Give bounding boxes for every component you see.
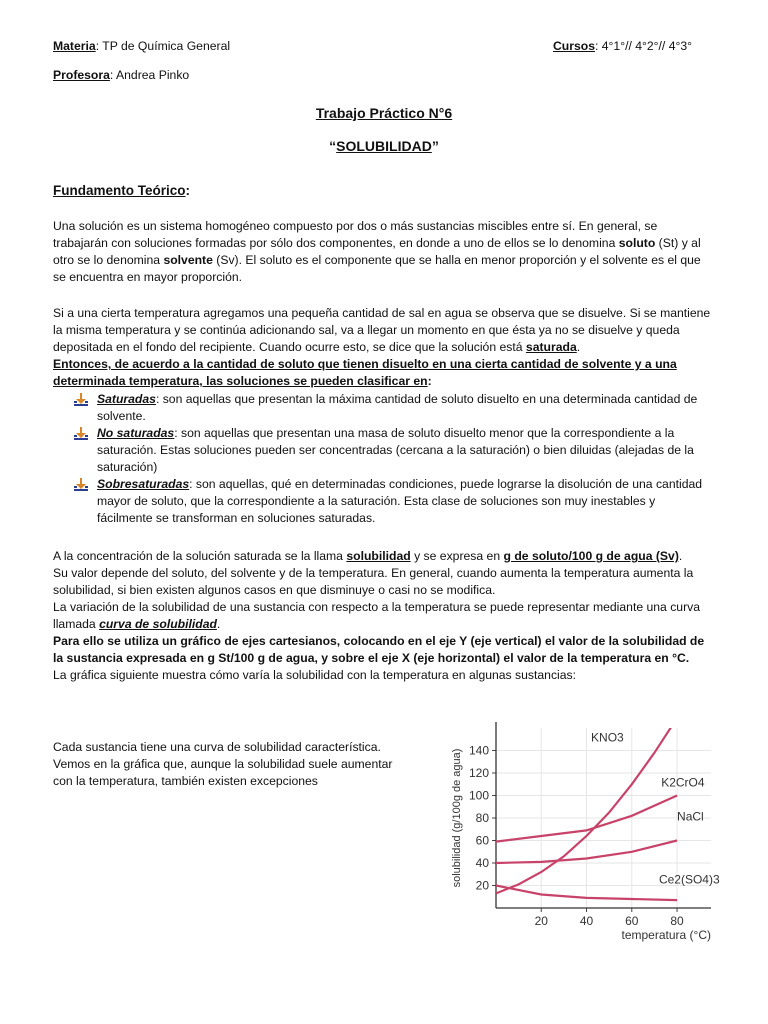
term-soluto: soluto	[618, 236, 656, 250]
paragraph-definition: Una solución es un sistema homogéneo compuesto por dos o más sustancias miscibles entre sí. En general, se trabajarán con soluciones formadas por sólo dos componentes, en donde a uno de ellos se lo denomina soluto (St) y al otro se lo denomina solvente (Sv). El soluto es el componente que se halla en menor proporción y el solvente es el que se encuentra en mayor proporción.	[53, 219, 701, 284]
list-item: Sobresaturadas: son aquellas, qué en determinadas condiciones, puede lograrse la disolución de una cantidad mayor de soluto, que la correspondiente a la saturación. Esta clase de soluciones son muy inestables y fácilmente se transforman en soluciones saturadas.	[73, 476, 713, 527]
term-saturada: saturada	[525, 340, 577, 354]
x-tick-label: 20	[534, 914, 548, 928]
term-no-saturadas: No saturadas	[97, 426, 175, 440]
paragraph-saturation: Si a una cierta temperatura agregamos una pequeña cantidad de sal en agua se observa que se disuelve. Si se mantiene la misma temperatura y se continúa adicionando sal, va a llegar un momento en que ésta ya no se disuelve y queda depositada en el fondo del recipiente. Cuando ocurre esto, se dice que la solución está saturada. Entonces, de acuerdo a la cantidad de soluto que tienen disuelto en una cierta cantidad de solvente y a una determinada temperatura, las soluciones se pueden clasificar en:	[53, 306, 711, 388]
teacher-value: Andrea Pinko	[116, 68, 190, 82]
term-saturadas: Saturadas	[97, 392, 156, 406]
header-courses: Cursos: 4°1°// 4°2°// 4°3°	[553, 39, 693, 53]
arrow-bullet-icon	[73, 478, 89, 491]
chart-caption: Cada sustancia tiene una curva de solubilidad característica. Vemos en la gráfica que, aunque la solubilidad suele aumentar con la temperatura, también existen excepciones	[53, 740, 393, 788]
courses-label: Cursos	[553, 39, 595, 53]
term-curva: curva de solubilidad	[99, 617, 217, 631]
axes-explanation: Para ello se utiliza un gráfico de ejes cartesianos, colocando en el eje Y (eje vertical) el valor de la solubilidad de la sustancia expresada en g St/100 g de agua, y sobre el eje X (eje horizontal) el valor de la temperatura en °C.	[53, 634, 705, 665]
y-tick-label: 40	[475, 856, 489, 870]
x-tick-label: 80	[670, 914, 684, 928]
arrow-bullet-icon	[73, 393, 89, 406]
page-title: Trabajo Práctico N°6	[315, 105, 453, 121]
classification-intro: Entonces, de acuerdo a la cantidad de soluto que tienen disuelto en una cierta cantidad de solvente y a una determinada temperatura, las soluciones se pueden clasificar en	[53, 357, 677, 388]
teacher-label: Profesora	[53, 68, 110, 82]
list-item: No saturadas: son aquellas que presentan una masa de soluto disuelto menor que la correspondiente a la saturación. Estas soluciones pueden ser concentradas (cercana a la saturación) o bien diluidas (alejadas de la saturación)	[73, 425, 713, 476]
list-item: Saturadas: son aquellas que presentan la máxima cantidad de soluto disuelto en una determinada cantidad de solvente.	[73, 391, 713, 425]
courses-value: 4°1°// 4°2°// 4°3°	[601, 39, 693, 53]
y-tick-label: 60	[475, 833, 489, 848]
series-label: K2CrO4	[661, 775, 705, 790]
arrow-bullet-icon	[73, 427, 89, 440]
y-tick-label: 140	[468, 743, 489, 758]
term-solubilidad: solubilidad	[346, 549, 411, 563]
term-sobresaturadas: Sobresaturadas	[97, 477, 190, 491]
series-label: KNO3	[591, 730, 624, 745]
y-tick-label: 80	[475, 811, 489, 825]
series-label: Ce2(SO4)3	[658, 872, 720, 887]
subject-value: TP de Química General	[102, 39, 231, 53]
x-tick-label: 60	[625, 914, 639, 928]
section-heading: Fundamento Teórico:	[53, 183, 191, 198]
header-teacher: Profesora: Andrea Pinko	[53, 68, 190, 82]
y-tick-label: 20	[475, 878, 489, 893]
y-tick-label: 120	[468, 766, 489, 780]
series-label: NaCl	[677, 809, 704, 824]
y-tick-label: 100	[468, 788, 489, 803]
solubility-chart	[436, 718, 726, 948]
solubility-unit: g de soluto/100 g de agua (Sv)	[503, 549, 679, 563]
y-axis-label: solubilidad (g/100g de agua)	[451, 748, 463, 888]
subject-label: Materia	[53, 39, 96, 53]
subtitle-text: SOLUBILIDAD	[336, 138, 432, 154]
page-subtitle: “SOLUBILIDAD”	[329, 138, 439, 154]
paragraph-solubility: A la concentración de la solución saturada se la llama solubilidad y se expresa en g de soluto/100 g de agua (Sv). Su valor depende del soluto, del solvente y de la temperatura. En general, cuando aumenta la temperatura aumenta la solubilidad, si bien existen algunos casos en que disminuye o casi no se modifica. La variación de la solubilidad de una sustancia con respecto a la temperatura se puede representar mediante una curva llamada curva de solubilidad. Para ello se utiliza un gráfico de ejes cartesianos, colocando en el eje Y (eje vertical) el valor de la solubilidad de la sustancia expresada en g St/100 g de agua, y sobre el eje X (eje horizontal) el valor de la temperatura en °C. La gráfica siguiente muestra cómo varía la solubilidad con la temperatura en algunas sustancias:	[53, 549, 705, 682]
x-axis-label: temperatura (°C)	[621, 928, 711, 942]
header-subject: Materia: TP de Química General	[53, 39, 231, 53]
term-solvente: solvente	[163, 253, 213, 267]
classification-list	[73, 391, 713, 527]
x-tick-label: 40	[579, 914, 594, 928]
